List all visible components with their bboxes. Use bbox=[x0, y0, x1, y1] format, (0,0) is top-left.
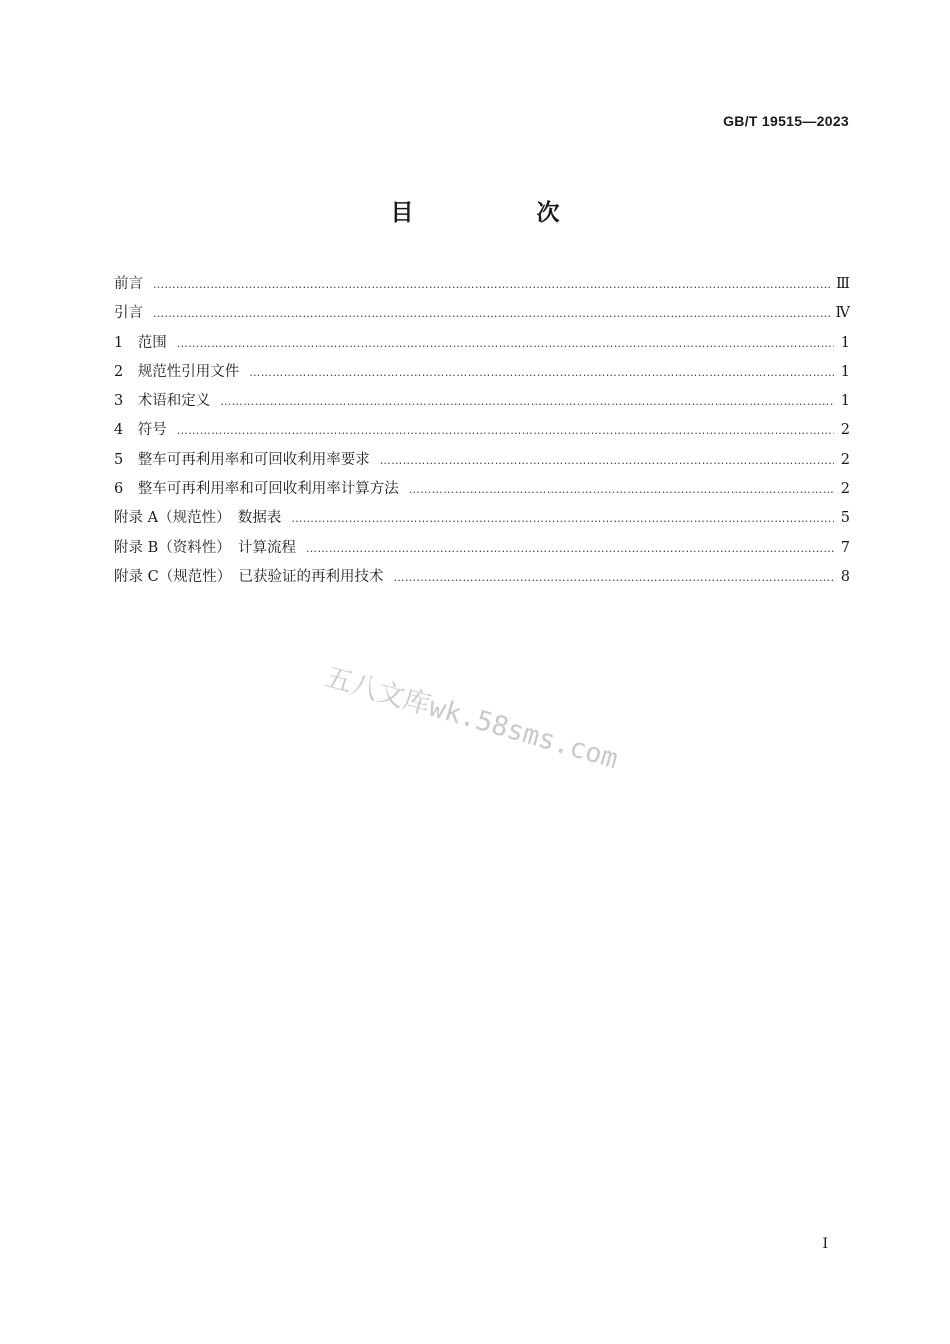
toc-entry-page: 2 bbox=[840, 422, 850, 439]
toc-entry-label: 6 整车可再利用率和可回收利用率计算方法 bbox=[114, 481, 399, 498]
toc-leader-dots bbox=[177, 329, 834, 358]
toc-entry-label: 附录 C（规范性） 已获验证的再利用技术 bbox=[114, 568, 384, 585]
page-title: 目 次 bbox=[390, 200, 610, 226]
toc-entry-calculation-method[interactable] bbox=[114, 475, 850, 504]
toc-entry-label: 1 范围 bbox=[114, 334, 167, 351]
toc-entry-label: 引言 bbox=[114, 305, 143, 322]
toc-entry-page: 2 bbox=[840, 451, 850, 468]
toc-entry-label: 3 术语和定义 bbox=[114, 393, 211, 410]
toc-entry-page: 1 bbox=[840, 334, 850, 351]
toc-leader-dots bbox=[249, 358, 834, 387]
toc-entry-label: 附录 A（规范性） 数据表 bbox=[114, 510, 282, 527]
toc-leader-dots bbox=[306, 534, 834, 563]
standard-code: GB/T 19515—2023 bbox=[723, 113, 849, 129]
toc-entry-annex-b[interactable] bbox=[114, 534, 850, 563]
toc-entry-label: 2 规范性引用文件 bbox=[114, 363, 240, 380]
toc-entry-page: 2 bbox=[840, 481, 850, 498]
table-of-contents bbox=[114, 270, 850, 592]
watermark: 五八文库wk.58sms.com bbox=[321, 661, 622, 776]
toc-entry-label: 附录 B（资料性） 计算流程 bbox=[114, 539, 297, 556]
toc-leader-dots bbox=[220, 387, 834, 416]
toc-leader-dots bbox=[409, 475, 834, 504]
toc-entry-label: 5 整车可再利用率和可回收利用率要求 bbox=[114, 451, 370, 468]
page-number: I bbox=[822, 1236, 828, 1252]
toc-entry-annex-a[interactable] bbox=[114, 504, 850, 533]
toc-entry-label: 前言 bbox=[114, 276, 143, 292]
toc-leader-dots bbox=[291, 504, 834, 533]
toc-entry-introduction[interactable] bbox=[114, 299, 850, 328]
toc-entry-page: Ⅳ bbox=[835, 305, 850, 322]
toc-entry-page: 5 bbox=[840, 510, 850, 527]
toc-leader-dots bbox=[380, 446, 834, 475]
toc-entry-terms-definitions[interactable] bbox=[114, 387, 850, 416]
toc-entry-page: 7 bbox=[840, 539, 850, 556]
toc-entry-scope[interactable] bbox=[114, 329, 850, 358]
toc-entry-page: 8 bbox=[840, 568, 850, 585]
toc-entry-page: 1 bbox=[840, 363, 850, 380]
toc-entry-requirements[interactable] bbox=[114, 446, 850, 475]
toc-leader-dots bbox=[393, 563, 834, 592]
toc-leader-dots bbox=[153, 299, 832, 328]
toc-entry-page: Ⅲ bbox=[836, 276, 850, 292]
toc-entry-page: 1 bbox=[840, 393, 850, 410]
toc-leader-dots bbox=[177, 416, 834, 445]
toc-entry-normative-references[interactable] bbox=[114, 358, 850, 387]
toc-entry-foreword[interactable] bbox=[114, 270, 850, 299]
toc-entry-annex-c[interactable] bbox=[114, 563, 850, 592]
toc-entry-label: 4 符号 bbox=[114, 422, 167, 439]
toc-entry-symbols[interactable] bbox=[114, 416, 850, 445]
toc-leader-dots bbox=[153, 270, 832, 299]
